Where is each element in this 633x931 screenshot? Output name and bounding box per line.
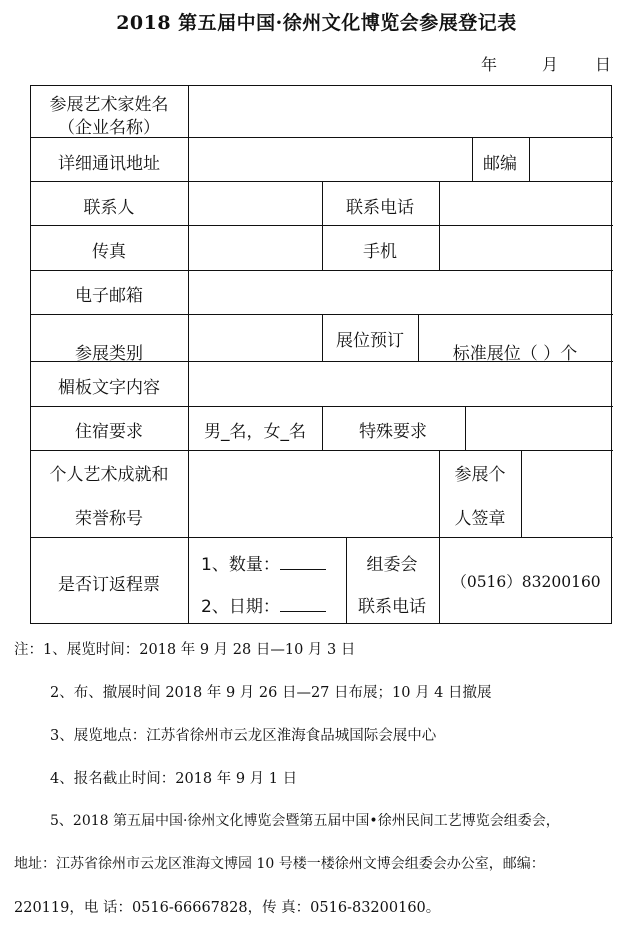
row-divider bbox=[31, 537, 613, 538]
fax-label: 传真 bbox=[92, 242, 126, 262]
category-label: 参展类别 bbox=[75, 344, 143, 364]
note-5-line2: 地址：江苏省徐州市云龙区淮海文博园 10 号楼一楼徐州文博会组委会办公室，邮编： bbox=[14, 856, 545, 872]
row-divider bbox=[31, 450, 613, 451]
ticket-date-blank bbox=[280, 597, 326, 612]
contact-label: 联系人 bbox=[83, 198, 135, 218]
ticket-date-label bbox=[201, 592, 326, 617]
col-divider bbox=[439, 537, 440, 624]
booth-booking-label: 展位预订 bbox=[336, 331, 404, 351]
return-ticket-label: 是否订返程票 bbox=[58, 575, 160, 595]
col-divider bbox=[322, 314, 323, 361]
date-day-label: 日 bbox=[595, 55, 612, 74]
col-divider bbox=[188, 86, 189, 624]
col-divider bbox=[521, 450, 522, 537]
note-4: 4、报名截止时间：2018 年 9 月 1 日 bbox=[50, 771, 298, 787]
form-title: 2018 第五届中国·徐州文化博览会参展登记表 bbox=[116, 12, 517, 34]
ticket-quantity-label bbox=[201, 550, 326, 575]
signboard-label: 楣板文字内容 bbox=[58, 378, 160, 398]
committee-phone: （0516）83200160 bbox=[451, 573, 601, 591]
row-divider bbox=[31, 270, 613, 271]
lodging-label: 住宿要求 bbox=[75, 422, 143, 442]
lodging-value: 男_名，女_名 bbox=[204, 422, 306, 442]
note-5-line1: 5、2018 第五届中国·徐州文化博览会暨第五届中国•徐州民间工艺博览会组委会， bbox=[50, 813, 560, 829]
contact-phone-label: 联系电话 bbox=[346, 198, 414, 218]
ticket-quantity-text: 1、数量： bbox=[201, 555, 280, 575]
col-divider bbox=[472, 137, 473, 181]
committee-label-line2: 联系电话 bbox=[358, 597, 426, 617]
address-label: 详细通讯地址 bbox=[58, 154, 160, 174]
signature-label-line1: 参展个 bbox=[454, 465, 506, 485]
postcode-label: 邮编 bbox=[483, 154, 517, 174]
col-divider bbox=[439, 450, 440, 537]
date-year-label: 年 bbox=[481, 55, 498, 74]
mobile-label: 手机 bbox=[363, 242, 397, 262]
ticket-quantity-blank bbox=[280, 555, 326, 570]
special-request-label: 特殊要求 bbox=[359, 422, 427, 442]
ticket-date-text: 2、日期： bbox=[201, 597, 280, 617]
col-divider bbox=[439, 181, 440, 270]
note-1: 注：1、展览时间：2018 年 9 月 28 日—10 月 3 日 bbox=[14, 642, 356, 658]
col-divider bbox=[322, 181, 323, 270]
col-divider bbox=[529, 137, 530, 181]
committee-label-line1: 组委会 bbox=[366, 555, 418, 575]
note-5-line3: 220119，电 话：0516-66667828，传 真：0516-83200160。 bbox=[14, 900, 441, 916]
col-divider bbox=[418, 314, 419, 361]
achievement-label-line2: 荣誉称号 bbox=[75, 509, 143, 529]
col-divider bbox=[465, 406, 466, 450]
artist-name-label: 参展艺术家姓名 bbox=[49, 95, 169, 115]
note-3: 3、展览地点：江苏省徐州市云龙区淮海食品城国际会展中心 bbox=[50, 728, 437, 744]
registration-table bbox=[30, 85, 612, 624]
achievement-label-line1: 个人艺术成就和 bbox=[49, 465, 169, 485]
col-divider bbox=[346, 537, 347, 624]
company-name-label: （企业名称） bbox=[58, 118, 160, 138]
col-divider bbox=[322, 406, 323, 450]
note-2: 2、布、撤展时间 2018 年 9 月 26 日—27 日布展；10 月 4 日撤展 bbox=[50, 685, 492, 701]
standard-booth-label: 标准展位（ ）个 bbox=[452, 344, 578, 364]
date-month-label: 月 bbox=[542, 55, 559, 74]
email-label: 电子邮箱 bbox=[75, 286, 143, 306]
signature-label-line2: 人签章 bbox=[454, 509, 506, 529]
